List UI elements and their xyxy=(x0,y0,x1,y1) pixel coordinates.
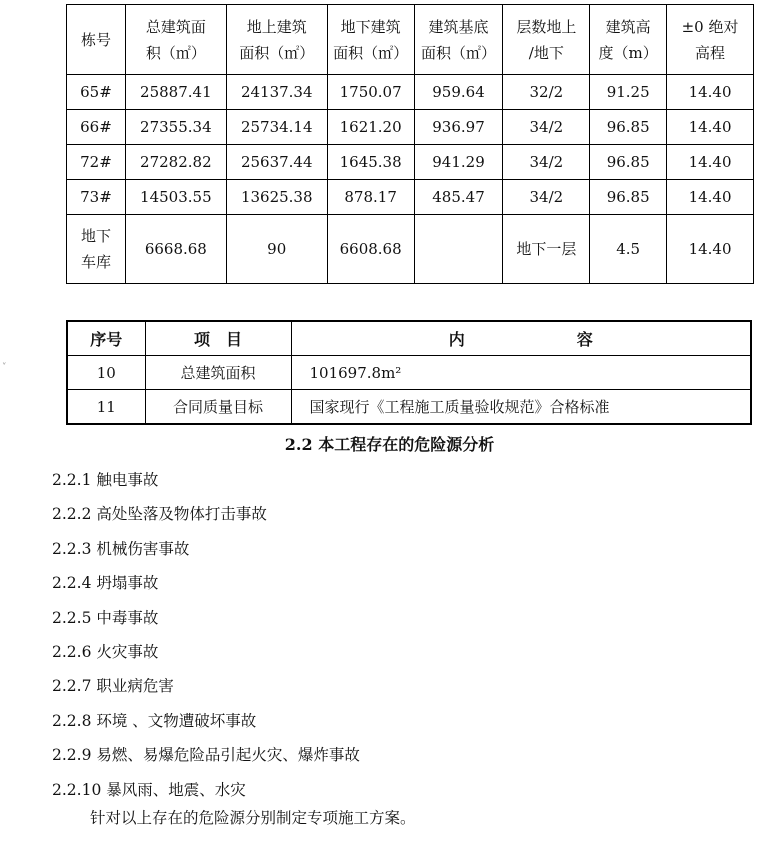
cell: 14.40 xyxy=(667,145,754,180)
cell: 1750.07 xyxy=(327,75,414,110)
cell: 地下一层 xyxy=(503,215,590,284)
header-cell: 内 容 xyxy=(291,321,751,356)
list-item: 2.2.10 暴风雨、地震、水灾 xyxy=(52,780,246,799)
cell: 地下 车库 xyxy=(67,215,126,284)
list-item: 2.2.9 易燃、易爆危险品引起火灾、爆炸事故 xyxy=(52,746,360,765)
cell: 34/2 xyxy=(503,180,590,215)
cell: 14.40 xyxy=(667,110,754,145)
cell: 25637.44 xyxy=(226,145,327,180)
header-cell: 栋号 xyxy=(67,5,126,75)
section-title: 2.2 本工程存在的危险源分析 xyxy=(284,435,495,454)
cell xyxy=(414,215,503,284)
cell: 14.40 xyxy=(667,180,754,215)
cell: 4.5 xyxy=(590,215,667,284)
cell: 96.85 xyxy=(590,110,667,145)
cell: 合同质量目标 xyxy=(145,390,291,425)
cell: 941.29 xyxy=(414,145,503,180)
cell: 14503.55 xyxy=(125,180,226,215)
list-item: 2.2.5 中毒事故 xyxy=(52,608,159,627)
list-item: 2.2.6 火灾事故 xyxy=(52,642,159,661)
hazard-list xyxy=(52,463,360,807)
cell: 66# xyxy=(67,110,126,145)
table-row xyxy=(67,390,751,425)
table-row xyxy=(67,356,751,390)
cell: 25887.41 xyxy=(125,75,226,110)
header-cell: 序号 xyxy=(67,321,145,356)
header-cell: 层数地上 /地下 xyxy=(503,5,590,75)
cell: 936.97 xyxy=(414,110,503,145)
cell: 27282.82 xyxy=(125,145,226,180)
list-item: 2.2.7 职业病危害 xyxy=(52,677,174,696)
cell: 10 xyxy=(67,356,145,390)
cell: 6668.68 xyxy=(125,215,226,284)
cell: 国家现行《工程施工质量验收规范》合格标准 xyxy=(291,390,751,425)
cell: 6608.68 xyxy=(327,215,414,284)
cell: 14.40 xyxy=(667,75,754,110)
cell: 1645.38 xyxy=(327,145,414,180)
cell: 91.25 xyxy=(590,75,667,110)
cell: 1621.20 xyxy=(327,110,414,145)
building-parameter-table xyxy=(66,4,754,284)
cell: 27355.34 xyxy=(125,110,226,145)
margin-mark: ˅ xyxy=(2,363,7,373)
cell: 73# xyxy=(67,180,126,215)
summary-table xyxy=(66,320,752,425)
table-row xyxy=(67,75,754,110)
cell: 34/2 xyxy=(503,110,590,145)
cell: 65# xyxy=(67,75,126,110)
header-cell: 建筑基底 面积（㎡） xyxy=(414,5,503,75)
cell: 34/2 xyxy=(503,145,590,180)
list-item: 2.2.8 环境 、文物遭破坏事故 xyxy=(52,711,257,730)
list-item: 2.2.1 触电事故 xyxy=(52,471,159,489)
header-cell: 项 目 xyxy=(145,321,291,356)
garage-row xyxy=(67,215,754,284)
cell: 14.40 xyxy=(667,215,754,284)
header-cell: 总建筑面 积（㎡） xyxy=(125,5,226,75)
cell: 959.64 xyxy=(414,75,503,110)
table-header-row xyxy=(67,5,754,75)
table-header-row xyxy=(67,321,751,356)
cell: 24137.34 xyxy=(226,75,327,110)
cell: 101697.8m² xyxy=(291,356,751,390)
cell: 96.85 xyxy=(590,180,667,215)
cell: 96.85 xyxy=(590,145,667,180)
cell: 13625.38 xyxy=(226,180,327,215)
header-cell: 建筑高 度（m） xyxy=(590,5,667,75)
cell: 32/2 xyxy=(503,75,590,110)
cell: 25734.14 xyxy=(226,110,327,145)
cell: 72# xyxy=(67,145,126,180)
cell: 90 xyxy=(226,215,327,284)
list-item: 2.2.3 机械伤害事故 xyxy=(52,539,190,558)
list-item: 2.2.4 坍塌事故 xyxy=(52,574,159,593)
header-cell: ±0 绝对 高程 xyxy=(667,5,754,75)
header-cell: 地上建筑 面积（㎡） xyxy=(226,5,327,75)
table-row xyxy=(67,110,754,145)
closing-paragraph: 针对以上存在的危险源分别制定专项施工方案。 xyxy=(90,809,416,827)
cell: 878.17 xyxy=(327,180,414,215)
cell: 485.47 xyxy=(414,180,503,215)
table-row xyxy=(67,145,754,180)
header-cell: 地下建筑 面积（㎡） xyxy=(327,5,414,75)
cell: 11 xyxy=(67,390,145,425)
cell: 总建筑面积 xyxy=(145,356,291,390)
table-row xyxy=(67,180,754,215)
list-item: 2.2.2 高处坠落及物体打击事故 xyxy=(52,505,267,524)
